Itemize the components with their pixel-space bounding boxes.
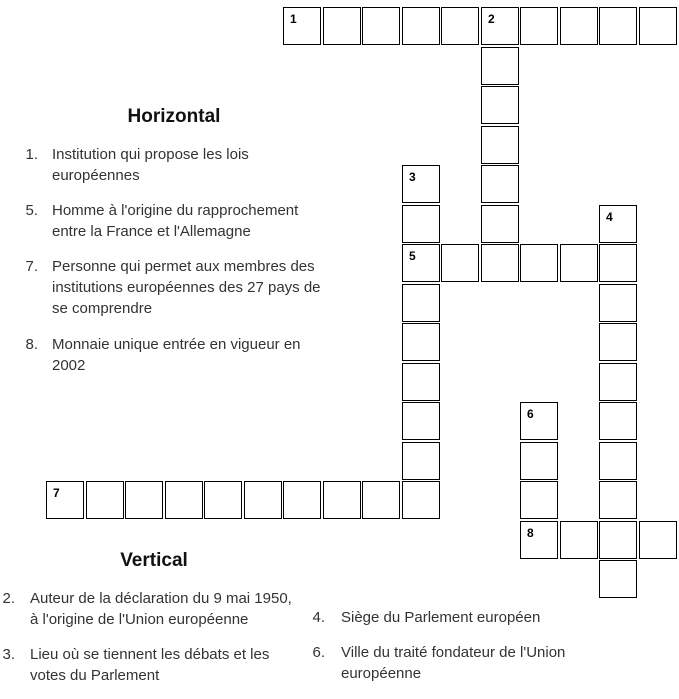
clue-text: Ville du traité fondateur de l'Union européenne [341, 644, 566, 682]
grid-cell[interactable] [46, 481, 84, 519]
grid-cell[interactable] [441, 244, 479, 282]
clue-number: 4. [312, 609, 325, 626]
grid-cell[interactable] [599, 481, 637, 519]
grid-cell[interactable] [402, 323, 440, 361]
grid-cell[interactable] [481, 126, 519, 164]
grid-cell[interactable] [283, 7, 321, 45]
grid-cell[interactable] [599, 363, 637, 401]
clue-text: Siège du Parlement européen [341, 609, 541, 626]
grid-cell[interactable] [86, 481, 124, 519]
clue-number-label: 4 [606, 210, 613, 224]
clue-number: 5. [25, 202, 38, 219]
clue-text: Auteur de la déclaration du 9 mai 1950, à l'origine de l'Union européenne [30, 590, 292, 628]
vertical-clue-6 [310, 642, 660, 684]
grid-cell[interactable] [481, 47, 519, 85]
grid-cell[interactable] [244, 481, 282, 519]
grid-cell[interactable] [362, 7, 400, 45]
grid-cell[interactable] [639, 7, 677, 45]
clue-number: 1. [25, 146, 38, 163]
clue-text: Homme à l'origine du rapprochement entre la France et l'Allemagne [52, 202, 299, 240]
horizontal-clue-1 [20, 144, 340, 186]
grid-cell[interactable] [481, 244, 519, 282]
grid-cell[interactable] [599, 402, 637, 440]
grid-cell[interactable] [402, 284, 440, 322]
horizontal-clue-7 [20, 256, 340, 319]
horizontal-clue-8 [20, 334, 340, 376]
clue-text: Lieu où se tiennent les débats et les votes du Parlement [30, 646, 270, 684]
grid-cell[interactable] [481, 7, 519, 45]
grid-cell[interactable] [362, 481, 400, 519]
grid-cell[interactable] [402, 205, 440, 243]
grid-cell[interactable] [402, 442, 440, 480]
clue-number-label: 6 [527, 407, 534, 421]
clue-number-label: 5 [409, 249, 416, 263]
grid-cell[interactable] [520, 521, 558, 559]
grid-cell[interactable] [283, 481, 321, 519]
clue-number-label: 8 [527, 526, 534, 540]
grid-cell[interactable] [599, 521, 637, 559]
grid-cell[interactable] [599, 284, 637, 322]
clue-number: 7. [25, 258, 38, 275]
grid-cell[interactable] [599, 205, 637, 243]
clue-number-label: 7 [53, 486, 60, 500]
grid-cell[interactable] [481, 205, 519, 243]
vertical-clue-3 [0, 644, 300, 686]
vertical-clue-4 [310, 607, 660, 628]
grid-cell[interactable] [560, 7, 598, 45]
grid-cell[interactable] [599, 7, 637, 45]
clue-number-label: 3 [409, 170, 416, 184]
grid-cell[interactable] [165, 481, 203, 519]
grid-cell[interactable] [520, 402, 558, 440]
grid-cell[interactable] [520, 7, 558, 45]
grid-cell[interactable] [323, 481, 361, 519]
grid-cell[interactable] [520, 481, 558, 519]
clue-number: 2. [2, 590, 15, 607]
grid-cell[interactable] [599, 244, 637, 282]
vertical-clue-2 [0, 588, 300, 630]
grid-cell[interactable] [599, 323, 637, 361]
grid-cell[interactable] [481, 165, 519, 203]
horizontal-heading: Horizontal [127, 106, 221, 127]
clue-number-label: 1 [290, 12, 297, 26]
grid-cell[interactable] [125, 481, 163, 519]
clue-number-label: 2 [488, 12, 495, 26]
horizontal-clue-5 [20, 200, 340, 242]
clue-text: Monnaie unique entrée en vigueur en 2002 [52, 336, 301, 374]
grid-cell[interactable] [323, 7, 361, 45]
clue-number: 8. [25, 336, 38, 353]
grid-cell[interactable] [402, 7, 440, 45]
grid-cell[interactable] [402, 244, 440, 282]
clue-number: 3. [2, 646, 15, 663]
grid-cell[interactable] [520, 244, 558, 282]
grid-cell[interactable] [599, 560, 637, 598]
grid-cell[interactable] [520, 442, 558, 480]
grid-cell[interactable] [639, 521, 677, 559]
grid-cell[interactable] [560, 244, 598, 282]
grid-cell[interactable] [560, 521, 598, 559]
grid-cell[interactable] [599, 442, 637, 480]
clue-text: Personne qui permet aux membres des institutions européennes des 27 pays de se comprendre [52, 258, 321, 317]
grid-cell[interactable] [402, 402, 440, 440]
grid-cell[interactable] [204, 481, 242, 519]
grid-cell[interactable] [402, 481, 440, 519]
grid-cell[interactable] [441, 7, 479, 45]
grid-cell[interactable] [402, 165, 440, 203]
vertical-heading: Vertical [120, 550, 188, 571]
clue-number: 6. [312, 644, 325, 661]
grid-cell[interactable] [402, 363, 440, 401]
clue-text: Institution qui propose les lois européennes [52, 146, 249, 184]
grid-cell[interactable] [481, 86, 519, 124]
